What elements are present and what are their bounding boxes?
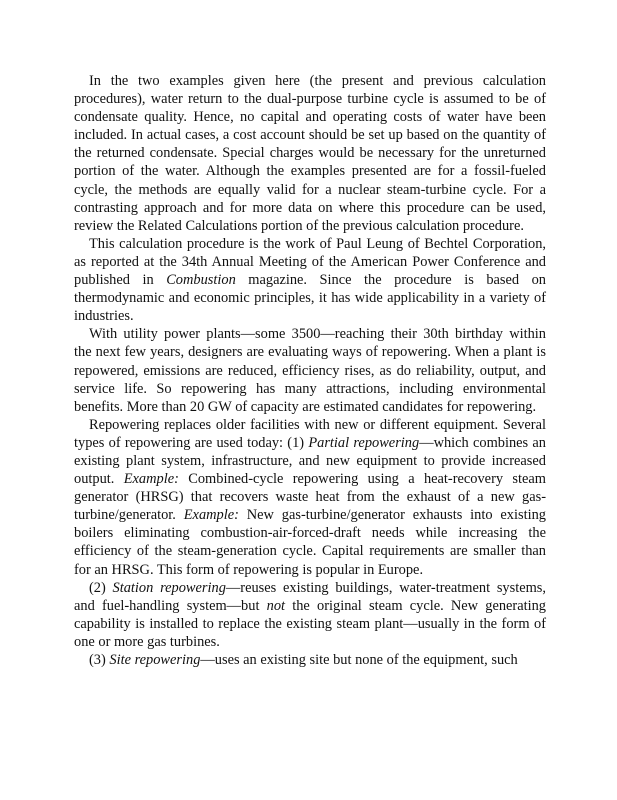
paragraph-text: In the two examples given here (the present and previous calculation procedures), water return to the dual-purpose turbine cycle is assumed to be of condensate quality. Hence, no capital and operating costs of water have been included. In actual cases, a cost account should be set up based on the quantity of the returned condensate. Special charges would be necessary for the unreturned portion of the water. Although the examples presented are for a fossil-fueled cycle, the methods are equally valid for a nuclear steam-turbine cycle. For a contrasting approach and for more data on where this procedure can be used, review the Related Calculations portion of the previous calculation procedure. — [74, 73, 546, 234]
example-label: Example: — [123, 471, 179, 488]
paragraph-text: New gas-turbine/generator exhausts into existing boilers eliminating combustion-air-forced-draft needs while increasing the efficiency of the steam-generation cycle. Capital requirements are smaller than for an HRSG. This form of repowering is popular in Europe. — [74, 507, 546, 578]
paragraph-text: (2) — [89, 579, 113, 596]
magazine-title: Combustion — [166, 272, 236, 289]
paragraph-text: (3) — [89, 652, 110, 668]
paragraph-station-repowering — [74, 579, 546, 651]
paragraph-calculation-assumptions — [74, 72, 546, 235]
term-station-repowering: Station repowering — [112, 579, 226, 596]
paragraph-text: —which combines an existing plant system, infrastructure, and new equipment to provide increased output. — [74, 434, 546, 488]
paragraph-text: This calculation procedure is the work of Paul Leung of Bechtel Corporation, as reported at the 34th Annual Meeting of the American Power Conference and published in — [74, 235, 546, 289]
paragraph-text: With utility power plants—some 3500—reaching their 30th birthday within the next few years, designers are evaluating ways of repowering. When a plant is repowered, emissions are reduced, efficiency rises, as do reliability, output, and service life. So repowering has many attractions, including environmental benefits. More than 20 GW of capacity are estimated candidates for repowering. — [74, 326, 546, 415]
emphasis-not: not — [266, 597, 286, 614]
paragraph-site-repowering — [74, 651, 546, 669]
paragraph-text: —reuses existing buildings, water-treatment systems, and fuel-handling system—but — [74, 579, 546, 614]
paragraph-text: the original steam cycle. New generating capability is installed to replace the existing steam plant—usually in the form of one or more gas turbines. — [74, 597, 546, 650]
term-partial-repowering: Partial repowering — [308, 434, 420, 451]
paragraph-text: Repowering replaces older facilities with new or different equipment. Several types of repowering are used today: (1) — [74, 416, 546, 451]
paragraph-repowering-intro — [74, 325, 546, 415]
term-site-repowering: Site repowering — [109, 652, 201, 668]
paragraph-procedure-source — [74, 235, 546, 325]
example-label: Example: — [183, 507, 239, 524]
paragraph-text: magazine. Since the procedure is based on thermodynamic and economic principles, it has wide applicability in a variety of industries. — [74, 272, 546, 325]
paragraph-partial-repowering — [74, 416, 546, 579]
document-page — [74, 72, 546, 669]
paragraph-text: —uses an existing site but none of the equipment, such — [200, 652, 518, 668]
paragraph-text: Combined-cycle repowering using a heat-recovery steam generator (HRSG) that recovers waste heat from the exhaust of a new gas-turbine/generator. — [74, 471, 546, 524]
